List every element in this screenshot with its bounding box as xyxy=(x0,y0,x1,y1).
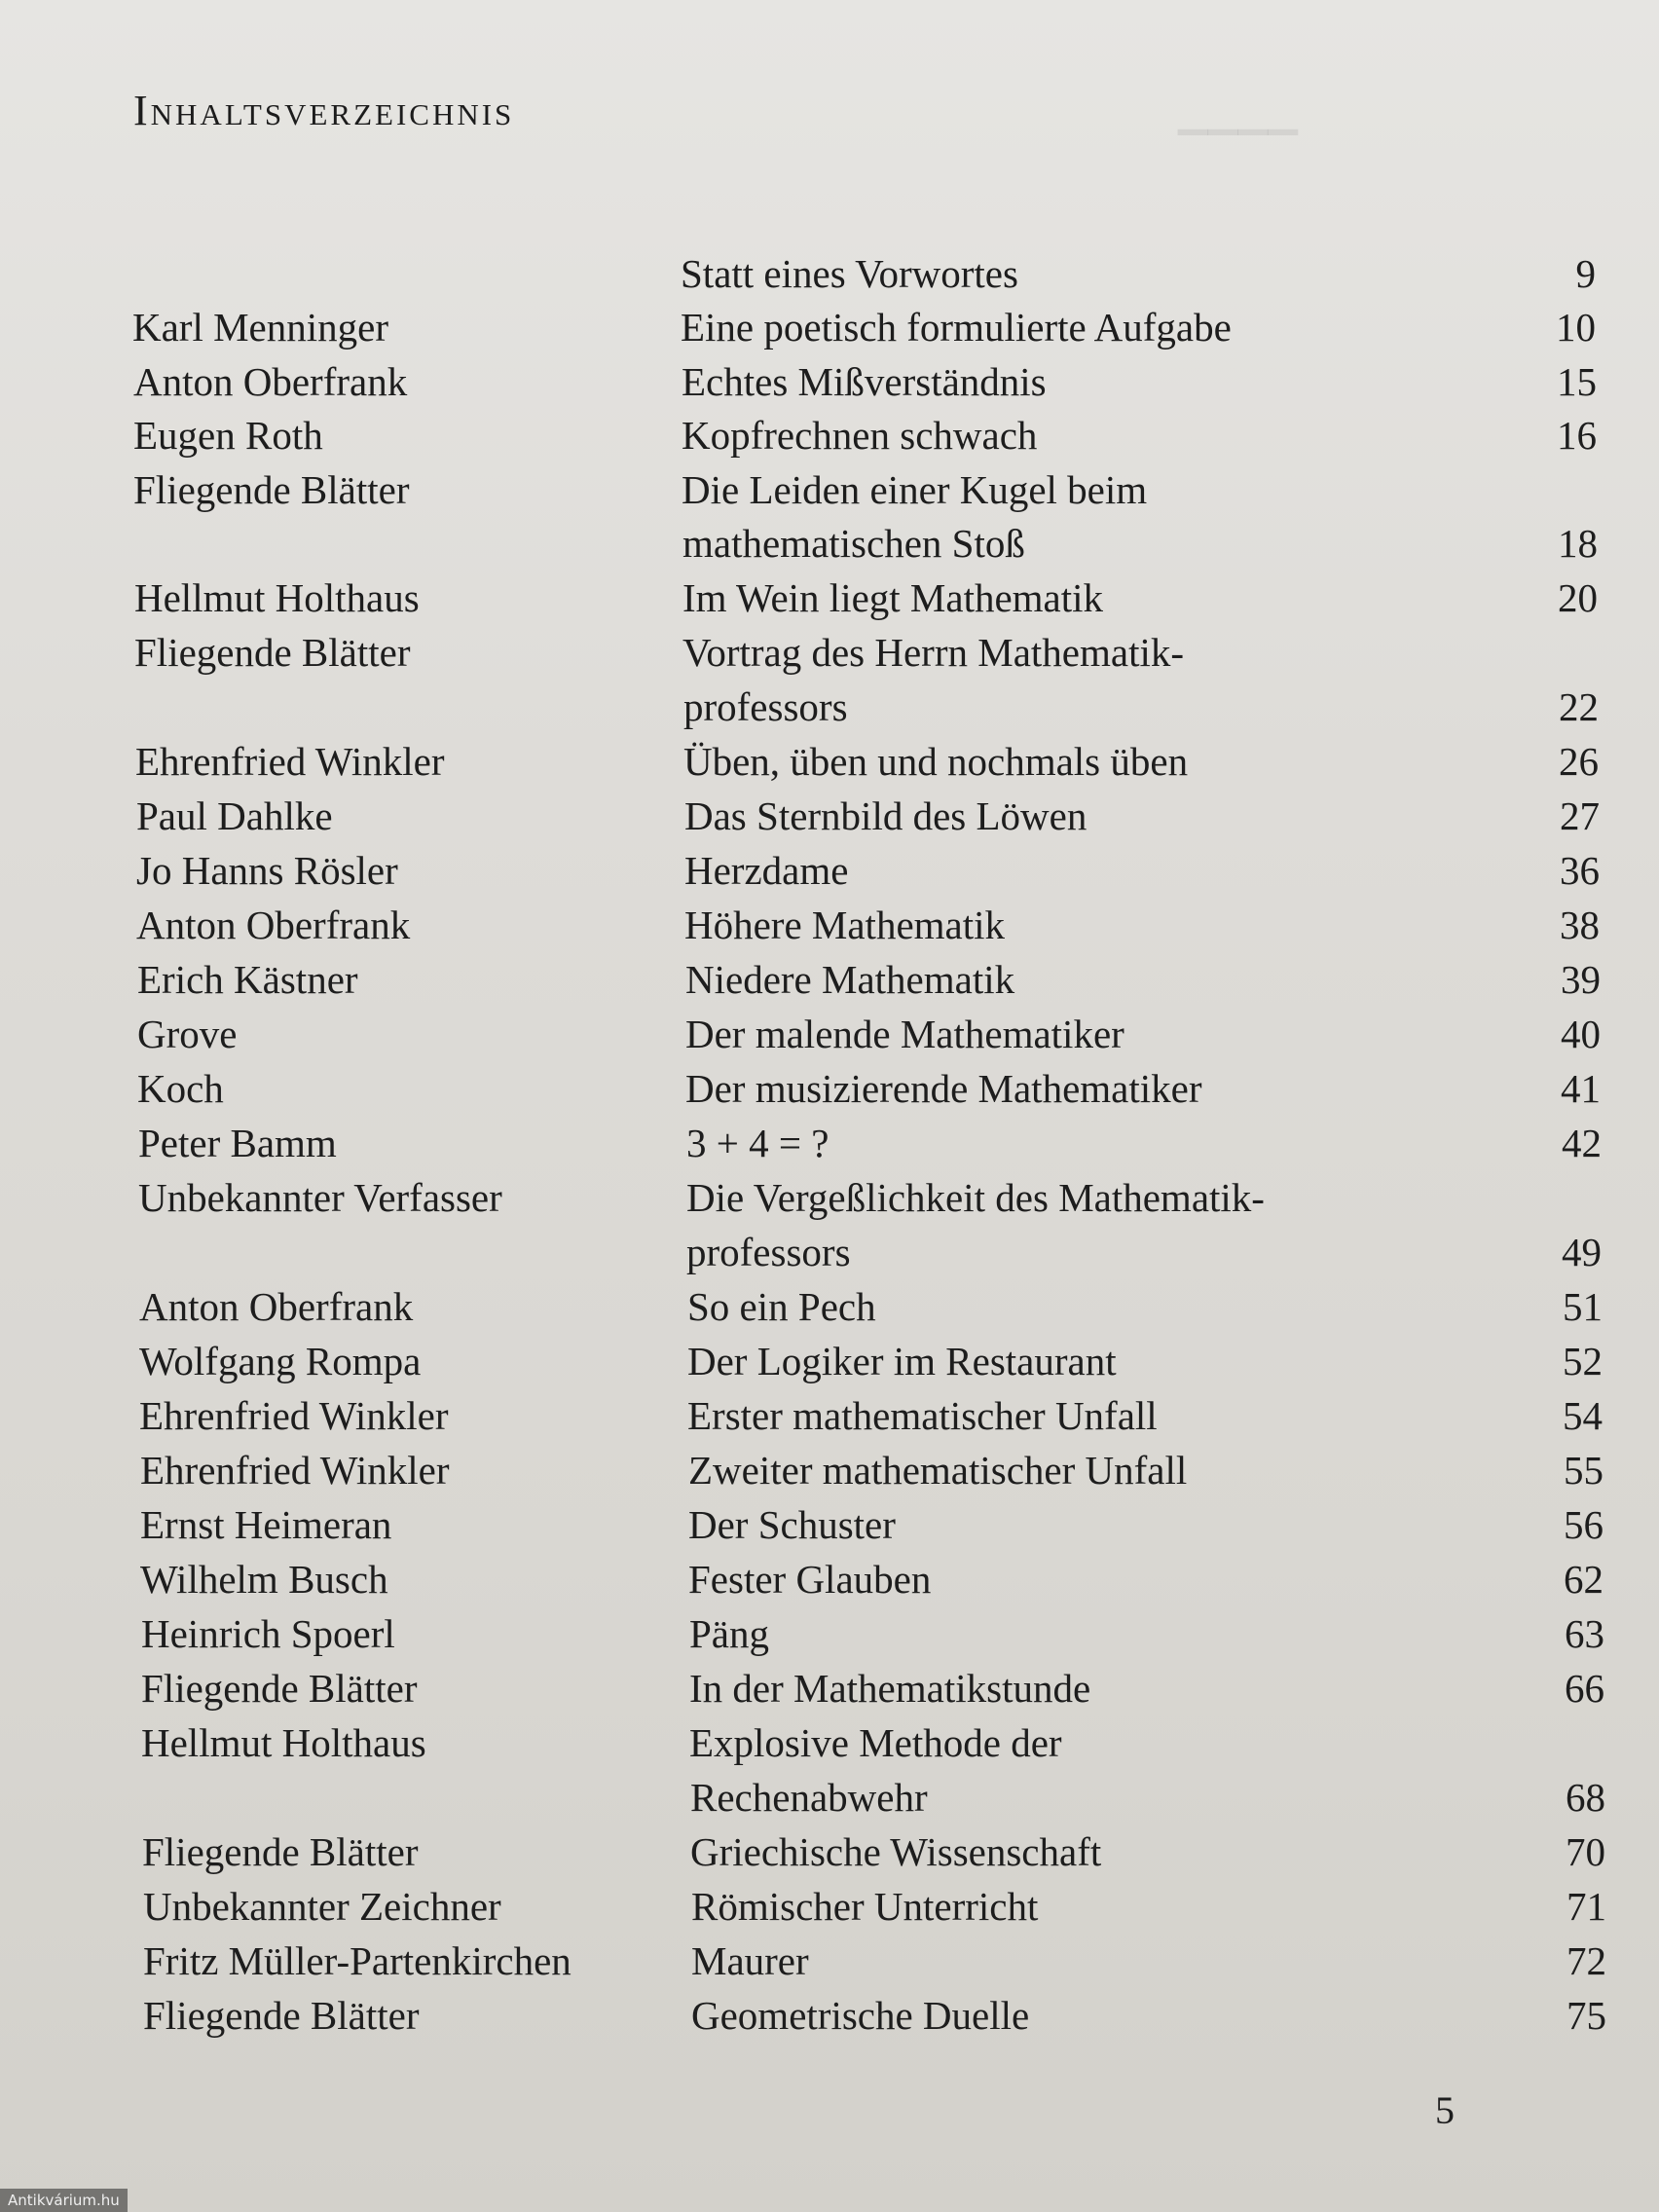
toc-title: Römischer Unterricht xyxy=(691,1884,1039,1929)
toc-entry xyxy=(134,625,1536,680)
toc-title: Griechische Wissenschaft xyxy=(690,1829,1102,1874)
toc-author: Fliegende Blätter xyxy=(133,467,410,512)
toc-page-number: 10 xyxy=(1556,305,1596,350)
toc-title: Zweiter mathematischer Unfall xyxy=(688,1448,1188,1493)
toc-title: Vortrag des Herrn Mathematik- xyxy=(682,630,1185,675)
toc-entry xyxy=(133,462,1535,517)
toc-author: Wolfgang Rompa xyxy=(139,1339,422,1383)
toc-author: Anton Oberfrank xyxy=(139,1284,414,1329)
toc-entry xyxy=(143,1988,1606,2043)
toc-author: Erich Kästner xyxy=(137,957,358,1002)
toc-author: Fliegende Blätter xyxy=(142,1829,419,1874)
toc-entry xyxy=(132,300,1596,354)
toc-entry xyxy=(140,1552,1604,1606)
toc-title: Der malende Mathematiker xyxy=(685,1012,1124,1056)
toc-page-number: 68 xyxy=(1566,1775,1605,1820)
toc-title: Erster mathematischer Unfall xyxy=(687,1393,1158,1438)
toc-title: Statt eines Vorwortes xyxy=(681,251,1018,296)
toc-entry xyxy=(136,789,1600,843)
toc-author: Ernst Heimeran xyxy=(140,1502,392,1547)
toc-entry xyxy=(137,1061,1601,1116)
toc-entry xyxy=(140,1497,1604,1552)
toc-page-number: 16 xyxy=(1557,413,1597,458)
toc-author: Fliegende Blätter xyxy=(134,630,411,675)
toc-page-number: 15 xyxy=(1557,359,1597,404)
watermark: Antikvárium.hu xyxy=(0,2189,128,2212)
toc-page-number: 39 xyxy=(1561,957,1601,1002)
toc-author: Koch xyxy=(137,1066,224,1111)
toc-entry xyxy=(142,1825,1605,1879)
toc-page-number: 27 xyxy=(1560,793,1600,838)
toc-title: Höhere Mathematik xyxy=(684,903,1006,947)
toc-title: Üben, üben und nochmals üben xyxy=(683,739,1189,784)
toc-title: Maurer xyxy=(691,1938,809,1983)
toc-entry xyxy=(141,1715,1543,1770)
toc-title: Der Logiker im Restaurant xyxy=(687,1339,1117,1383)
toc-entry xyxy=(143,1934,1606,1988)
toc-entry xyxy=(141,1661,1604,1715)
toc-entry xyxy=(138,1170,1540,1225)
show-through-text: ▁▁▁▁ xyxy=(1178,91,1299,134)
toc-page-number: 26 xyxy=(1559,739,1599,784)
toc-entry xyxy=(135,734,1599,789)
toc-entry xyxy=(141,1606,1604,1661)
page-number: 5 xyxy=(1435,2088,1455,2132)
toc-entry xyxy=(143,1879,1606,1934)
toc-entry xyxy=(137,1007,1601,1061)
toc-page-number: 71 xyxy=(1567,1884,1606,1929)
toc-page-number: 66 xyxy=(1565,1666,1604,1711)
toc-title: Fester Glauben xyxy=(688,1557,932,1602)
toc-entry xyxy=(139,1388,1603,1443)
toc-author: Ehrenfried Winkler xyxy=(135,739,445,784)
toc-title: Die Vergeßlichkeit des Mathematik- xyxy=(686,1175,1265,1220)
toc-title: Herzdame xyxy=(684,848,849,893)
toc-author: Unbekannter Zeichner xyxy=(143,1884,501,1929)
toc-entry xyxy=(138,1116,1602,1170)
toc-entry xyxy=(136,843,1600,898)
toc-page-number: 49 xyxy=(1562,1230,1602,1274)
toc-page-number: 56 xyxy=(1564,1502,1604,1547)
toc-page-number: 70 xyxy=(1566,1829,1605,1874)
toc-page-number: 9 xyxy=(1575,251,1596,296)
toc-title: So ein Pech xyxy=(687,1284,876,1329)
toc-entry xyxy=(133,354,1597,409)
toc-page-number: 20 xyxy=(1558,575,1598,620)
toc-entry xyxy=(137,952,1601,1007)
toc-entry xyxy=(136,898,1600,952)
toc-author: Ehrenfried Winkler xyxy=(139,1393,449,1438)
toc-author: Fliegende Blätter xyxy=(141,1666,418,1711)
toc-title: Echtes Mißverständnis xyxy=(682,359,1047,404)
toc-author: Ehrenfried Winkler xyxy=(140,1448,450,1493)
toc-page-number: 52 xyxy=(1563,1339,1603,1383)
toc-entry xyxy=(132,246,1596,301)
toc-title: Eine poetisch formulierte Aufgabe xyxy=(681,305,1232,350)
toc-author: Unbekannter Verfasser xyxy=(138,1175,502,1220)
toc-author: Heinrich Spoerl xyxy=(141,1611,395,1656)
toc-title: mathematischen Stoß xyxy=(682,521,1025,566)
toc-entry xyxy=(138,1225,1602,1279)
toc-title: Niedere Mathematik xyxy=(685,957,1015,1002)
toc-author: Hellmut Holthaus xyxy=(141,1720,426,1765)
toc-title: 3 + 4 = ? xyxy=(686,1121,830,1165)
toc-page-number: 63 xyxy=(1565,1611,1604,1656)
toc-entry xyxy=(134,571,1598,625)
toc-title: Der musizierende Mathematiker xyxy=(685,1066,1202,1111)
toc-page-number: 62 xyxy=(1564,1557,1604,1602)
toc-author: Grove xyxy=(137,1012,238,1056)
toc-page-number: 51 xyxy=(1563,1284,1603,1329)
toc-page-number: 40 xyxy=(1561,1012,1601,1056)
toc-title: Das Sternbild des Löwen xyxy=(684,793,1088,838)
toc-title: Die Leiden einer Kugel beim xyxy=(682,467,1148,512)
toc-title: Geometrische Duelle xyxy=(691,1993,1030,2038)
toc-author: Peter Bamm xyxy=(138,1121,337,1165)
toc-page-number: 75 xyxy=(1567,1993,1606,2038)
toc-page-number: 41 xyxy=(1561,1066,1601,1111)
toc-page-number: 38 xyxy=(1560,903,1600,947)
toc-author: Anton Oberfrank xyxy=(136,903,411,947)
toc-author: Anton Oberfrank xyxy=(133,359,408,404)
toc-entry xyxy=(134,516,1598,571)
toc-entry xyxy=(133,408,1597,462)
toc-author: Karl Menninger xyxy=(132,305,388,350)
toc-author: Wilhelm Busch xyxy=(140,1557,388,1602)
toc-title: Im Wein liegt Mathematik xyxy=(682,575,1104,620)
toc-page-number: 18 xyxy=(1558,521,1598,566)
toc-author: Hellmut Holthaus xyxy=(134,575,420,620)
toc-title: Rechenabwehr xyxy=(690,1775,928,1820)
toc-author: Fritz Müller-Partenkirchen xyxy=(143,1938,571,1983)
toc-entry xyxy=(139,1334,1603,1388)
toc-author: Paul Dahlke xyxy=(136,793,333,838)
toc-entry xyxy=(142,1770,1605,1825)
toc-author: Jo Hanns Rösler xyxy=(136,848,398,893)
toc-title: Kopfrechnen schwach xyxy=(682,413,1038,458)
toc-title: Päng xyxy=(689,1611,769,1656)
toc-author: Fliegende Blätter xyxy=(143,1993,420,2038)
toc-page-number: 54 xyxy=(1563,1393,1603,1438)
toc-title: Explosive Methode der xyxy=(689,1720,1062,1765)
toc-entry xyxy=(139,1279,1603,1334)
toc-page-number: 72 xyxy=(1567,1938,1606,1983)
toc-title: Der Schuster xyxy=(688,1502,896,1547)
toc-page-number: 36 xyxy=(1560,848,1600,893)
toc-title: professors xyxy=(683,684,848,729)
toc-author: Eugen Roth xyxy=(133,413,323,458)
toc-entry xyxy=(140,1443,1604,1497)
toc-page-number: 42 xyxy=(1562,1121,1602,1165)
toc-page-number: 55 xyxy=(1564,1448,1604,1493)
toc-title: In der Mathematikstunde xyxy=(689,1666,1091,1711)
page-title: Inhaltsverzeichnis xyxy=(133,87,515,134)
toc-title: professors xyxy=(686,1230,851,1274)
toc-entry xyxy=(135,680,1599,734)
toc-page-number: 22 xyxy=(1559,684,1599,729)
